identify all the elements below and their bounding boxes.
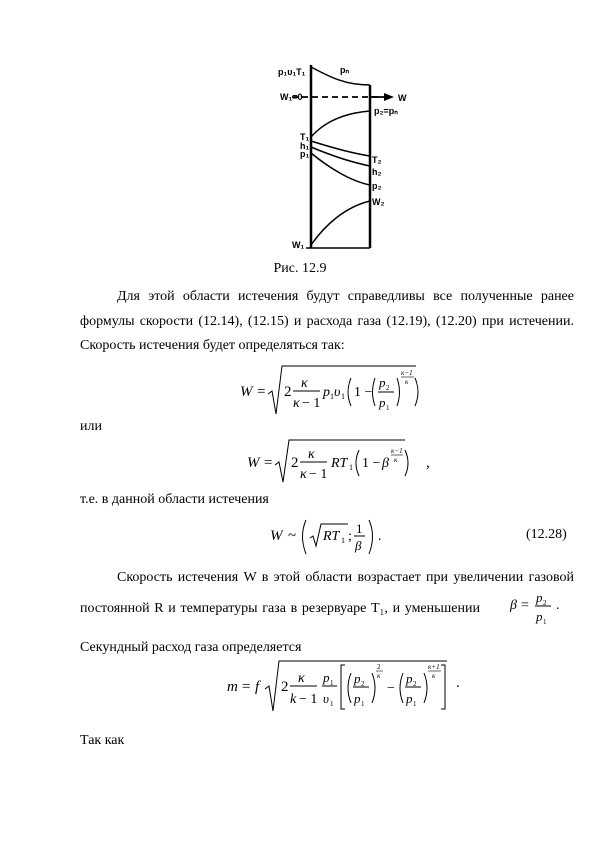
- svg-text:1: 1: [386, 404, 390, 412]
- svg-text:p: p: [406, 671, 413, 686]
- svg-text:p: p: [379, 395, 386, 410]
- svg-text:β: β: [510, 598, 517, 613]
- para1-line3: Скорость истечения будет определяться так:: [80, 338, 345, 353]
- svg-text:− 1: − 1: [299, 692, 318, 707]
- arrow-head-icon: [384, 93, 394, 101]
- svg-text:κ−1: κ−1: [391, 447, 403, 455]
- svg-text:υ: υ: [323, 691, 329, 706]
- svg-text:=: =: [264, 455, 273, 471]
- svg-text:2: 2: [284, 384, 292, 400]
- svg-text:1: 1: [330, 679, 334, 687]
- para2-line3: Секундный расход газа определяется: [80, 640, 302, 655]
- para2-line1: Скорость истечения W в этой области возрастает при увеличении газовой: [117, 570, 574, 585]
- svg-text:κ: κ: [405, 378, 409, 386]
- svg-text:2: 2: [413, 680, 417, 688]
- svg-text:p: p: [354, 671, 361, 686]
- eq4-dot: .: [456, 675, 460, 691]
- curve-T: [311, 141, 370, 156]
- svg-text:.: .: [556, 598, 560, 613]
- curve-W: [311, 201, 370, 245]
- equation-velocity-2: [245, 436, 425, 486]
- equation-proportional: [268, 512, 398, 560]
- para1-line2: формулы скорости (12.14), (12.15) и расхода газа (12.19), (12.20) при истечении.: [80, 314, 574, 329]
- svg-text:p: p: [323, 385, 330, 400]
- svg-text:β: β: [355, 538, 362, 553]
- svg-text:2: 2: [377, 663, 381, 671]
- last-line: Так как: [80, 733, 125, 748]
- label-p1v1T1: p₁υ₁T₁: [278, 67, 306, 77]
- label-p2: p₂: [372, 181, 382, 191]
- label-T1: T₁: [300, 132, 310, 142]
- svg-text:κ+1: κ+1: [428, 663, 440, 671]
- svg-text:κ: κ: [293, 396, 300, 411]
- label-W: W: [398, 93, 407, 103]
- svg-text:κ: κ: [301, 376, 308, 391]
- label-W1: W₁: [292, 240, 305, 250]
- svg-text:W: W: [240, 384, 253, 400]
- para1-line1: Для этой области истечения будут справедливы все полученные ранее: [117, 289, 574, 304]
- svg-text:;: ;: [348, 529, 352, 544]
- svg-text:1: 1: [330, 392, 334, 401]
- svg-text:1: 1: [543, 618, 547, 626]
- figure-caption: Рис. 12.9: [273, 261, 327, 276]
- lower-contour: [311, 111, 370, 137]
- label-p2-pn: p₂=pₙ: [374, 106, 398, 116]
- svg-text:κ: κ: [300, 467, 307, 482]
- svg-text:p: p: [323, 670, 330, 685]
- svg-text:β: β: [382, 456, 389, 471]
- svg-text:κ−1: κ−1: [401, 369, 413, 377]
- svg-text:κ: κ: [432, 672, 436, 680]
- svg-text:1: 1: [413, 700, 417, 708]
- svg-text:κ: κ: [377, 672, 381, 680]
- svg-text:W: W: [247, 455, 260, 471]
- svg-text:p: p: [406, 691, 413, 706]
- label-h1: h₁: [300, 141, 310, 151]
- svg-text:2: 2: [291, 455, 299, 471]
- svg-text:p: p: [379, 375, 386, 390]
- svg-text:W: W: [270, 528, 283, 544]
- svg-text:υ: υ: [334, 385, 341, 400]
- svg-text:k: k: [290, 692, 297, 707]
- svg-text:f: f: [255, 679, 260, 695]
- para2-line2: постоянной R и температуры газа в резервуаре T₁, и уменьшении: [80, 601, 480, 616]
- word-or: или: [80, 419, 102, 434]
- label-T2: T₂: [372, 155, 382, 165]
- svg-text:m: m: [227, 679, 238, 695]
- svg-text:1: 1: [341, 536, 345, 545]
- svg-text:p: p: [536, 590, 543, 605]
- svg-text:1: 1: [356, 521, 363, 536]
- svg-text:− 1: − 1: [302, 396, 321, 411]
- svg-text:=: =: [257, 384, 266, 400]
- label-W1-0: W₁=0: [280, 92, 303, 102]
- eq-number-12-28: (12.28): [526, 527, 567, 542]
- svg-text:− 1: − 1: [309, 467, 328, 482]
- equation-velocity-1: [238, 362, 428, 420]
- svg-text:κ: κ: [298, 671, 305, 686]
- svg-text:2: 2: [361, 680, 365, 688]
- svg-text:κ: κ: [308, 447, 315, 462]
- svg-text:RT: RT: [323, 529, 340, 544]
- svg-text:1: 1: [361, 700, 365, 708]
- svg-text:2: 2: [281, 679, 289, 695]
- label-h2: h₂: [372, 167, 382, 177]
- svg-text:1: 1: [330, 700, 334, 708]
- equation-mass-flow: [225, 657, 465, 717]
- svg-text:RT: RT: [331, 456, 348, 471]
- svg-text:1 −: 1 −: [362, 456, 381, 471]
- svg-text:=: =: [242, 679, 251, 695]
- svg-text:1: 1: [349, 463, 353, 472]
- svg-text:1 −: 1 −: [354, 385, 373, 400]
- label-pn: pₙ: [340, 65, 350, 75]
- eq2-comma: ,: [426, 455, 430, 471]
- svg-text:−: −: [387, 681, 395, 696]
- svg-text:1: 1: [341, 392, 345, 401]
- svg-text:.: .: [378, 529, 382, 544]
- svg-text:p: p: [354, 691, 361, 706]
- svg-text:κ: κ: [394, 456, 398, 464]
- svg-text:2: 2: [386, 384, 390, 392]
- svg-text:2: 2: [543, 599, 547, 607]
- label-p1: p₁: [300, 149, 310, 159]
- label-W2: W₂: [372, 197, 385, 207]
- figure-12-9: [270, 55, 440, 255]
- svg-text:~: ~: [288, 528, 297, 544]
- beta-definition: [508, 587, 588, 629]
- svg-text:p: p: [536, 609, 543, 624]
- svg-text:=: =: [521, 598, 529, 613]
- te-line: т.е. в данной области истечения: [80, 492, 269, 507]
